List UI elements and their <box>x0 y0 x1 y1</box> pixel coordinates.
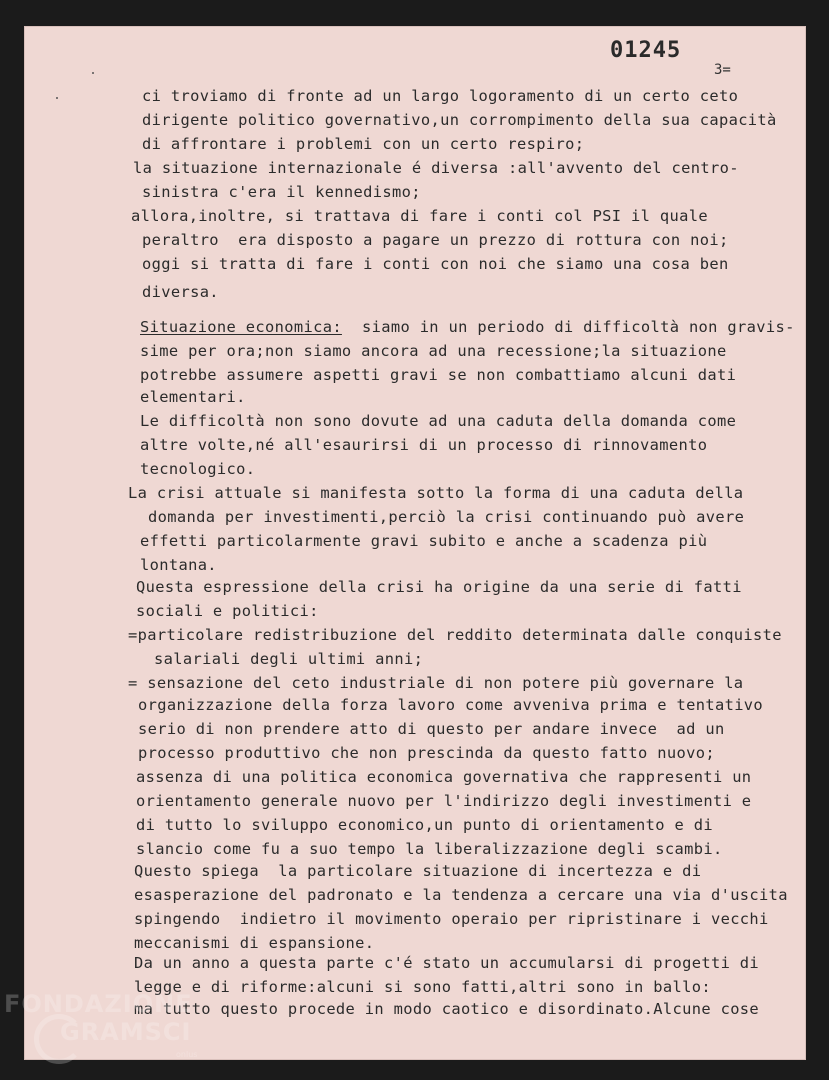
text-line: assenza di una politica economica governativa che rappresenti un <box>136 768 752 786</box>
text-line: di tutto lo sviluppo economico,un punto di orientamento e di <box>136 816 713 834</box>
watermark-line-3: onlus <box>176 1050 198 1059</box>
text-line: lontana. <box>140 556 217 574</box>
text-line: legge e di riforme:alcuni si sono fatti,altri sono in ballo: <box>134 978 711 996</box>
text-line: di affrontare i problemi con un certo respiro; <box>142 135 585 153</box>
text-line: sinistra c'era il kennedismo; <box>142 183 421 201</box>
text-line: oggi si tratta di fare i conti con noi che siamo una cosa ben <box>142 255 729 273</box>
text-line: domanda per investimenti,perciò la crisi continuando può avere <box>148 508 745 526</box>
text-line: dirigente politico governativo,un corrompimento della sua capacità <box>142 111 777 129</box>
text-line: organizzazione della forza lavoro come avveniva prima e tentativo <box>138 696 764 714</box>
text-line: peraltro era disposto a pagare un prezzo di rottura con noi; <box>142 231 729 249</box>
paper-speck <box>56 97 58 99</box>
page-mark: 3= <box>714 62 731 78</box>
text-line: La crisi attuale si manifesta sotto la forma di una caduta della <box>128 484 744 502</box>
text-line: sociali e politici: <box>136 602 319 620</box>
text-line: allora,inoltre, si trattava di fare i conti col PSI il quale <box>131 207 708 225</box>
text-line: Questo spiega la particolare situazione di incertezza e di <box>134 862 702 880</box>
text-line: elementari. <box>140 388 246 406</box>
watermark-line-2: GRAMSCI <box>60 1018 192 1046</box>
text-line: Le difficoltà non sono dovute ad una caduta della domanda come <box>140 412 737 430</box>
text-line: siamo in un periodo di difficoltà non gravis- <box>362 318 795 336</box>
section-heading: Situazione economica: <box>140 318 342 336</box>
text-line: spingendo indietro il movimento operaio per ripristinare i vecchi <box>134 910 769 928</box>
watermark-line-1: FONDAZIONE <box>4 990 193 1018</box>
text-line: orientamento generale nuovo per l'indirizzo degli investimenti e <box>136 792 752 810</box>
text-line: slancio come fu a suo tempo la liberalizzazione degli scambi. <box>136 840 723 858</box>
text-line: diversa. <box>142 283 219 301</box>
text-line: Da un anno a questa parte c'é stato un accumularsi di progetti di <box>134 954 760 972</box>
text-line: la situazione internazionale é diversa :all'avvento del centro- <box>133 159 739 177</box>
text-line: esasperazione del padronato e la tendenza a cercare una via d'uscita <box>134 886 788 904</box>
list-item: = sensazione del ceto industriale di non potere più governare la <box>128 674 744 692</box>
list-item: =particolare redistribuzione del reddito determinata dalle conquiste <box>128 626 782 644</box>
text-line: salariali degli ultimi anni; <box>154 650 424 668</box>
text-line: altre volte,né all'esaurirsi di un processo di rinnovamento <box>140 436 708 454</box>
document-number: 01245 <box>610 38 682 63</box>
text-line: tecnologico. <box>140 460 256 478</box>
text-line: Questa espressione della crisi ha origine da una serie di fatti <box>136 578 742 596</box>
text-line: serio di non prendere atto di questo per andare invece ad un <box>138 720 725 738</box>
text-line: sime per ora;non siamo ancora ad una recessione;la situazione <box>140 342 727 360</box>
text-line: ma tutto questo procede in modo caotico e disordinato.Alcune cose <box>134 1000 760 1018</box>
text-line: processo produttivo che non prescinda da questo fatto nuovo; <box>138 744 715 762</box>
text-line: meccanismi di espansione. <box>134 934 375 952</box>
text-line: effetti particolarmente gravi subito e anche a scadenza più <box>140 532 708 550</box>
paper-speck <box>92 72 94 74</box>
text-line: ci troviamo di fronte ad un largo logoramento di un certo ceto <box>142 87 739 105</box>
text-line: potrebbe assumere aspetti gravi se non combattiamo alcuni dati <box>140 366 737 384</box>
archive-watermark <box>0 990 220 1070</box>
